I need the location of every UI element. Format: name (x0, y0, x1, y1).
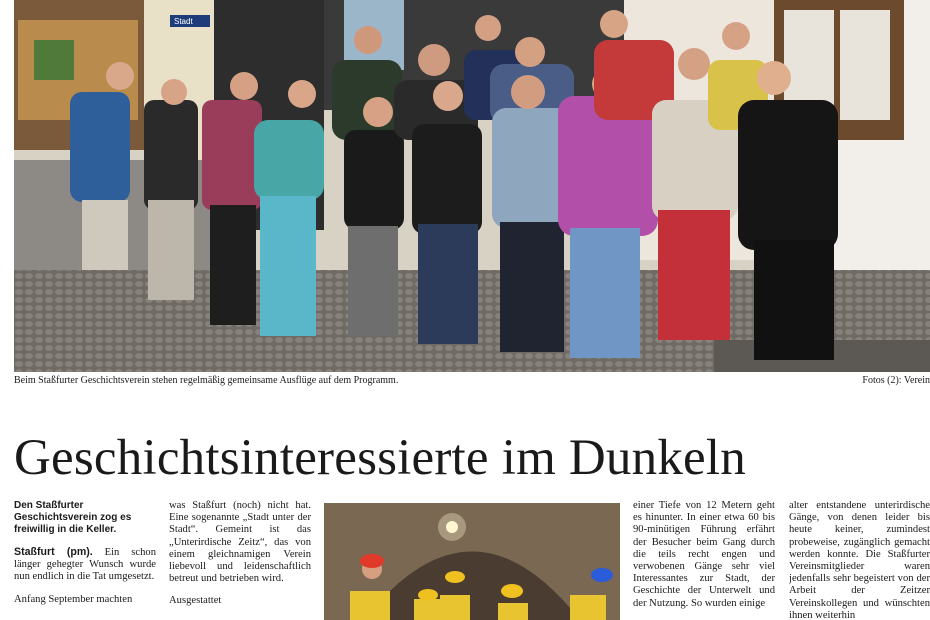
article-column-2 (169, 500, 311, 620)
street-sign-text: Stadt (174, 17, 193, 26)
underground-photo (324, 503, 620, 620)
group-photo-image (14, 0, 930, 372)
article-headline: Geschichtsinteressierte im Dunkeln (14, 430, 746, 486)
photo-caption (14, 375, 930, 387)
article-column-1 (14, 500, 156, 620)
article-column-3 (633, 500, 775, 620)
article-dateline: Staßfurt (pm). (14, 546, 93, 558)
article-paragraph: einer Tiefe von 12 Metern geht es hinunter. In einer etwa 60 bis 90-minütigen Führung erfährt der Besucher beim Gang durch die teils recht engen und verwobenen Gänge sehr viel Interessantes zur Stadt, der Geschichte der Unterwelt und der Nutzung. So wurden einige (633, 500, 775, 609)
article-paragraph: was Staßfurt (noch) nicht hat. Eine sogenannte „Stadt unter der Stadt“. Gemeint ist das „Unterirdische Zeitz“, das von einem gleichnamigen Verein liebevoll und leidenschaftlich betreut und betrieben wird. (169, 500, 311, 585)
group-photo (14, 0, 930, 372)
article-column-4 (789, 500, 930, 620)
article-paragraph: alter entstandene unterirdische Gänge, von denen leider bis heute keiner, zumindest probeweise, zugänglich gemacht werden konnte. Die Staßfurter Vereinsmitglieder waren jedenfalls sehr begeistert von der Arbeit der Zeitzer Vereinskollegen und wünschten ihnen weiterhin (789, 500, 930, 620)
article-paragraph (14, 546, 156, 584)
article-paragraph: Ausgestattet (169, 595, 222, 607)
caption-text: Beim Staßfurter Geschichtsverein stehen regelmäßig gemeinsame Ausflüge auf dem Programm. (14, 375, 399, 386)
photo-credit: Fotos (2): Verein (862, 375, 930, 386)
article-paragraph: Anfang September machten (14, 593, 133, 605)
paragraph-text: Ein schon länger gehegter Wunsch wurde nun endlich in die Tat umgesetzt. (14, 547, 156, 583)
article-lead: Den Staßfurter Geschichtsverein zog es freiwillig in die Keller. (14, 500, 132, 535)
underground-photo-image (324, 503, 620, 620)
